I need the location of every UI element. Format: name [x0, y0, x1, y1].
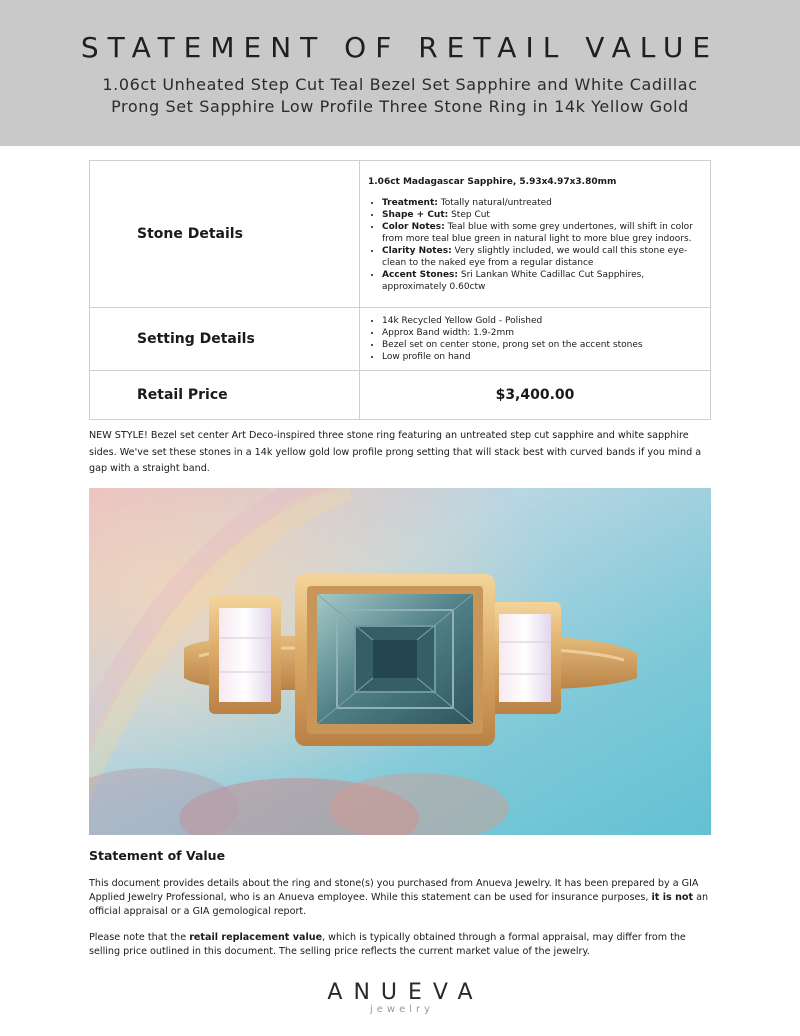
ring-photo-illustration [89, 488, 711, 835]
subtitle-line-1: 1.06ct Unheated Step Cut Teal Bezel Set Sapphire and White Cadillac [102, 75, 698, 94]
statement-paragraph-2: Please note that the retail replacement value, which is typically obtained through a formal appraisal, may differ from the selling price outlined in this document. The selling price reflects the current market value of the jewelry. [89, 932, 686, 957]
setting-details-list [368, 315, 702, 363]
statement-paragraph-1: This document provides details about the ring and stone(s) you purchased from Anueva Jewelry. It has been prepared by a GIA Applied Jewelry Professional, who is an Anueva employee. While this statement can be used for insurance purposes, it is not an official appraisal or a GIA gemological report. [89, 878, 709, 917]
stone-details-list [368, 197, 702, 293]
setting-details-label: Setting Details [90, 308, 360, 371]
retail-price-label: Retail Price [90, 371, 360, 420]
stone-details-label: Stone Details [90, 161, 360, 308]
stone-details-content [360, 161, 711, 308]
document-subtitle [60, 74, 740, 118]
stone-details-row [90, 161, 711, 308]
document-title: STATEMENT OF RETAIL VALUE [80, 31, 720, 64]
stone-detail-item: • Color Notes: Teal blue with some grey undertones, will shift in color from more teal blue green in natural light to more blue grey indoors. [382, 221, 702, 245]
anueva-logo-subtext: jewelry [369, 1004, 435, 1015]
retail-price-value: $3,400.00 [360, 371, 711, 420]
subtitle-line-2: Prong Set Sapphire Low Profile Three Stone Ring in 14k Yellow Gold [111, 97, 689, 116]
header-banner [0, 0, 800, 146]
details-table [89, 160, 711, 420]
stone-detail-item: • Shape + Cut: Step Cut [382, 209, 702, 221]
statement-of-value-heading: Statement of Value [89, 848, 226, 863]
retail-price-row [90, 371, 711, 420]
ring-photo [89, 488, 711, 835]
setting-detail-item: • Low profile on hand [382, 351, 702, 363]
setting-detail-item: • 14k Recycled Yellow Gold - Polished [382, 315, 702, 327]
stone-detail-item: • Clarity Notes: Very slightly included, we would call this stone eye-clean to the naked eye from a regular distance [382, 245, 702, 269]
setting-detail-item: • Approx Band width: 1.9-2mm [382, 327, 702, 339]
stone-detail-item: • Treatment: Totally natural/untreated [382, 197, 702, 209]
anueva-logo: ANUEVA [327, 980, 484, 1005]
stone-heading: 1.06ct Madagascar Sapphire, 5.93x4.97x3.80mm [368, 176, 617, 187]
setting-details-content [360, 308, 711, 371]
setting-detail-item: • Bezel set on center stone, prong set on the accent stones [382, 339, 702, 351]
setting-details-row [90, 308, 711, 371]
product-description: NEW STYLE! Bezel set center Art Deco-inspired three stone ring featuring an untreated step cut sapphire and white sapphire sides. We've set these stones in a 14k yellow gold low profile prong setting that will stack best with curved bands if you mind a gap with a straight band. [89, 430, 702, 474]
stone-detail-item: • Accent Stones: Sri Lankan White Cadillac Cut Sapphires, approximately 0.60ctw [382, 269, 702, 293]
